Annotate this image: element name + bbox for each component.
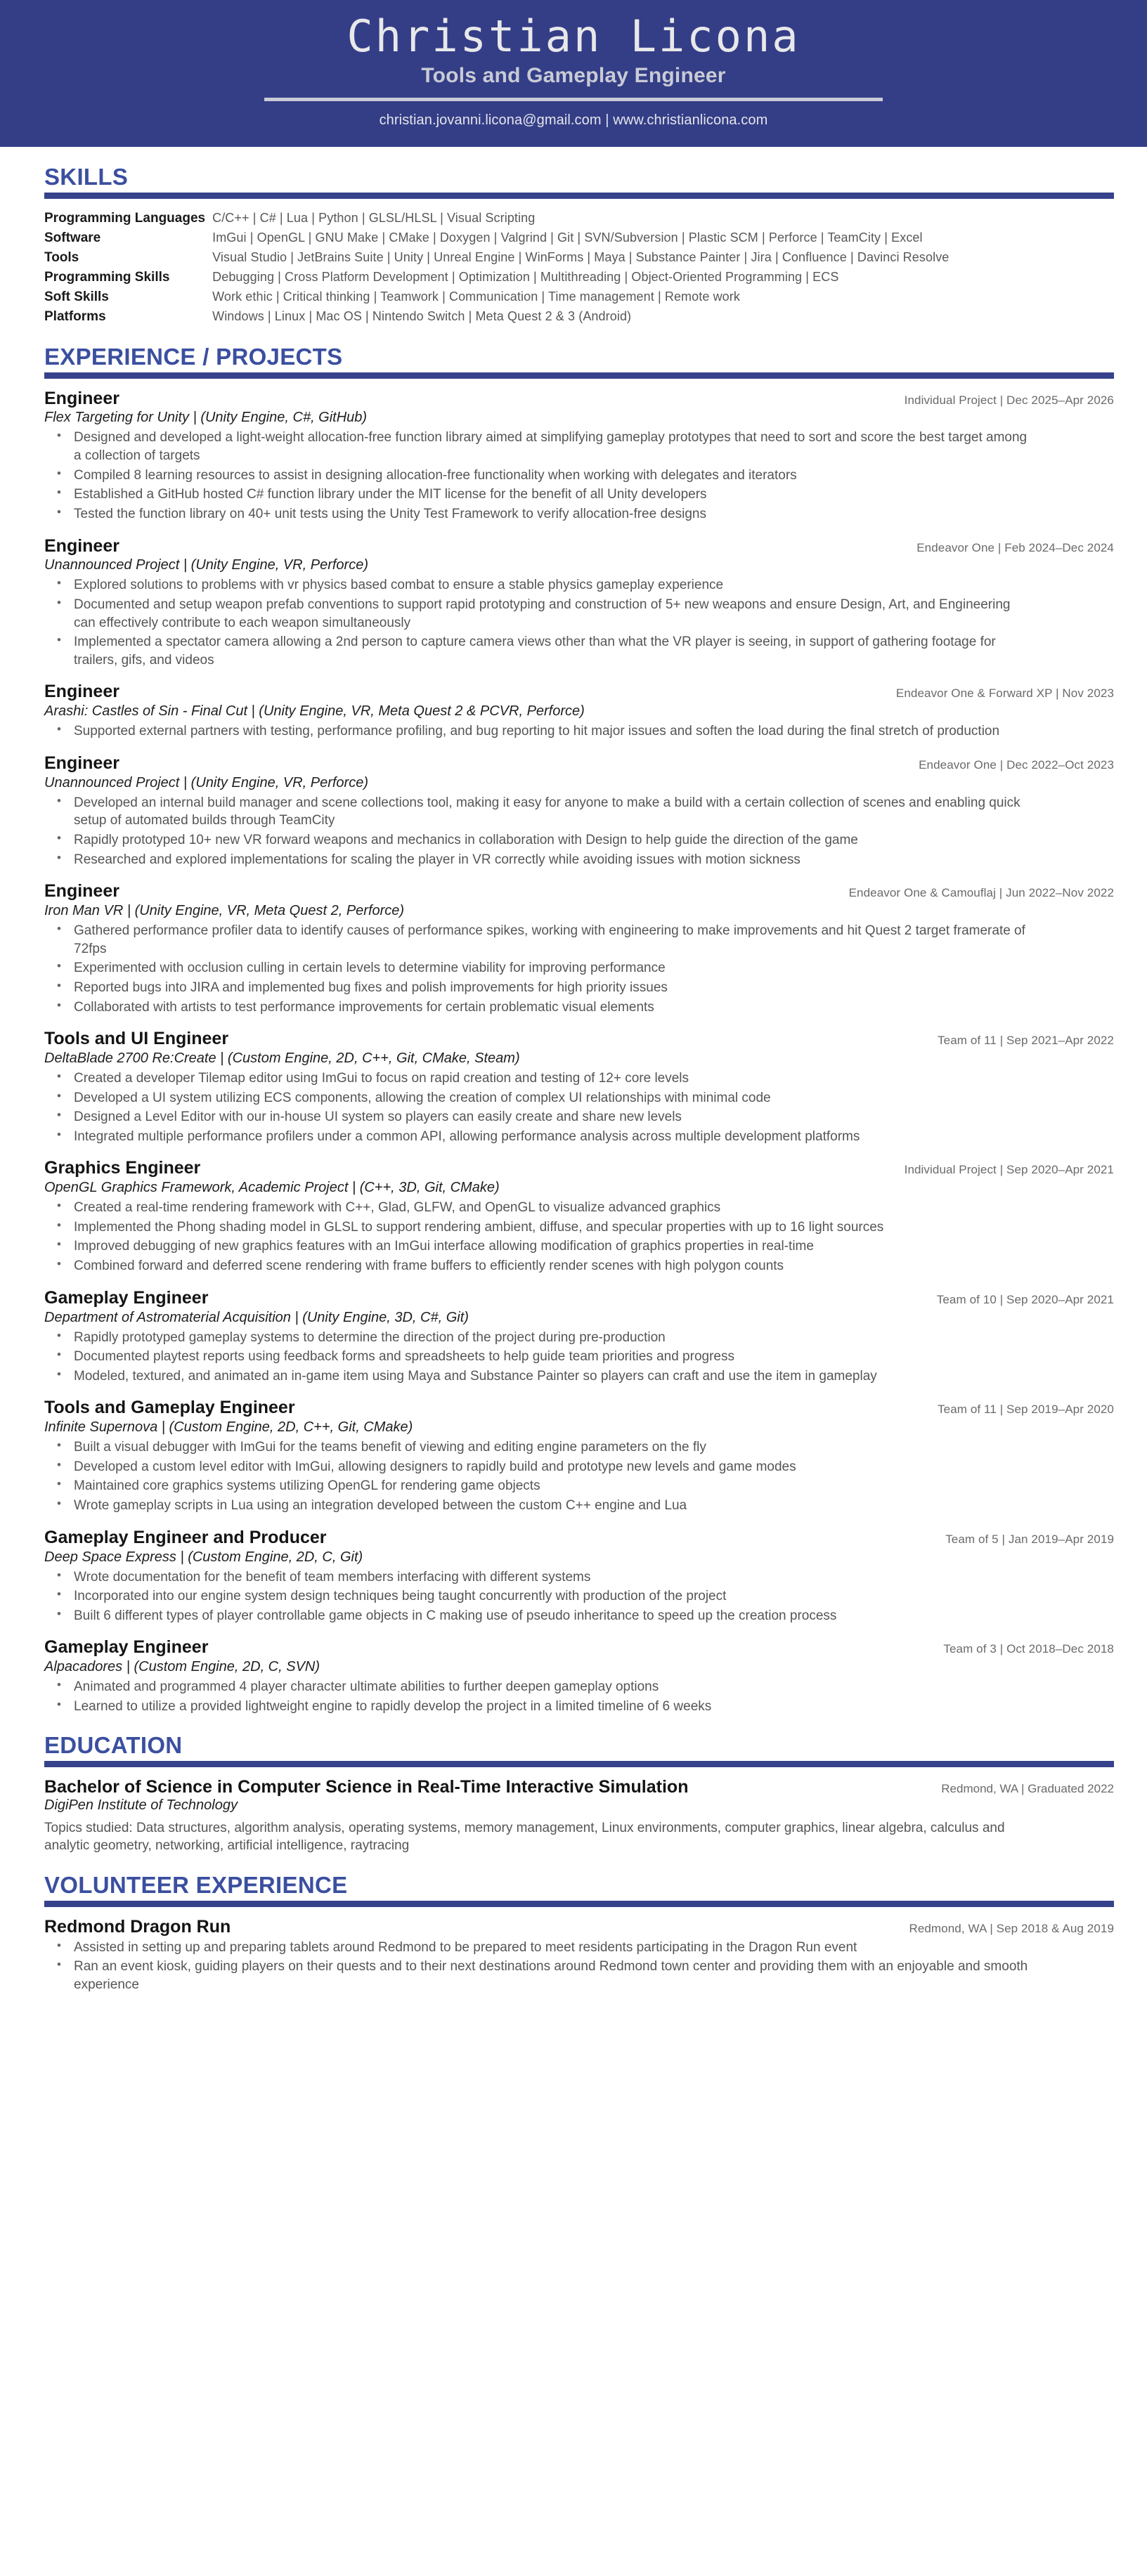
bottom-spacer [44, 2006, 1114, 2062]
skills-row-label: Programming Skills [44, 269, 170, 285]
bullet-item: • Designed and developed a light-weight allocation-free function library aimed at simplifying gameplay prototypes that need to sort and score the best target among a collection of targets [44, 429, 1028, 464]
skills-row-label: Tools [44, 249, 79, 265]
volunteer-section [44, 1873, 1114, 1993]
experience-entry-meta: Team of 3 | Oct 2018–Dec 2018 [943, 1642, 1114, 1656]
bullet-item: • Experimented with occlusion culling in certain levels to determine viability for improving performance [44, 959, 1028, 977]
skills-table [44, 209, 1114, 327]
bullet-item: • Developed a custom level editor with ImGui, allowing designers to rapidly build and prototype new levels and game modes [44, 1458, 1028, 1476]
experience-entry-subtitle: Iron Man VR | (Unity Engine, VR, Meta Quest 2, Perforce) [44, 902, 405, 918]
experience-entry-subtitle: Arashi: Castles of Sin - Final Cut | (Unity Engine, VR, Meta Quest 2 & PCVR, Perforce) [44, 703, 585, 720]
skills-table-body [44, 209, 1114, 327]
education-topics: Topics studied: Data structures, algorithm analysis, operating systems, memory management, Linux environments, computer graphics, linear algebra, calculus and analytic geometry, networking, artificial intelligence, raytracing [44, 1820, 1005, 1854]
bullet-item: • Built 6 different types of player controllable game objects in C making use of pseudo inheritance to speed up the creation process [44, 1607, 1028, 1625]
experience-entry-subtitle: Unannounced Project | (Unity Engine, VR, Perforce) [44, 774, 368, 791]
experience-section-bar [44, 372, 1114, 379]
skills-row-value: Work ethic | Critical thinking | Teamwork | Communication | Time management | Remote work [212, 289, 740, 304]
experience-entry-bullets [44, 1329, 1114, 1386]
experience-entry-bullets [44, 794, 1114, 869]
experience-entry-meta: Team of 11 | Sep 2021–Apr 2022 [938, 1034, 1114, 1048]
bullet-item: • Established a GitHub hosted C# function library under the MIT license for the benefit of all Unity developers [44, 486, 1028, 504]
education-entry-head [44, 1777, 1114, 1797]
bullet-item: • Created a developer Tilemap editor using ImGui to focus on rapid creation and testing of 12+ core levels [44, 1069, 1028, 1088]
experience-entry-bullets [44, 1069, 1114, 1146]
candidate-contact: christian.jovanni.licona@gmail.com | www.christianlicona.com [379, 112, 768, 129]
experience-entry-role: Engineer [44, 881, 119, 902]
experience-entry [44, 389, 1114, 523]
experience-entry-head [44, 389, 1114, 409]
experience-entry-head [44, 1917, 1114, 1937]
experience-entry [44, 1917, 1114, 1994]
experience-entry-meta: Team of 5 | Jan 2019–Apr 2019 [945, 1532, 1114, 1546]
volunteer-list [44, 1917, 1114, 1994]
experience-entry-role: Engineer [44, 753, 119, 773]
skills-section-title: SKILLS [44, 164, 129, 190]
experience-entry [44, 1398, 1114, 1514]
bullet-item: • Supported external partners with testing, performance profiling, and bug reporting to hit major issues and soften the load during the final stretch of production [44, 722, 1028, 741]
experience-entry-meta: Individual Project | Sep 2020–Apr 2021 [904, 1163, 1114, 1177]
skills-row-label: Platforms [44, 308, 106, 324]
skills-row-value: Windows | Linux | Mac OS | Nintendo Switch | Meta Quest 2 & 3 (Android) [212, 308, 632, 323]
experience-entry-bullets [44, 1568, 1114, 1625]
volunteer-entry-meta: Redmond, WA | Sep 2018 & Aug 2019 [909, 1921, 1114, 1935]
experience-entry [44, 1029, 1114, 1145]
skills-row [44, 228, 1114, 248]
skills-row-label: Programming Languages [44, 210, 206, 226]
experience-entry-subtitle: Flex Targeting for Unity | (Unity Engine, C#, GitHub) [44, 410, 368, 426]
experience-entry-head [44, 1398, 1114, 1418]
resume-body [0, 165, 1147, 2062]
bullet-item: • Explored solutions to problems with vr physics based combat to ensure a stable physics gameplay experience [44, 576, 1028, 594]
education-section-title: EDUCATION [44, 1732, 183, 1759]
bullet-item: • Rapidly prototyped 10+ new VR forward weapons and mechanics in collaboration with Design to help guide the direction of the game [44, 831, 1028, 850]
bullet-item: • Wrote gameplay scripts in Lua using an integration developed between the custom C++ engine and Lua [44, 1497, 1028, 1515]
experience-entry [44, 1288, 1114, 1386]
bullet-item: • Developed a UI system utilizing ECS components, allowing the creation of complex UI relationships with minimal code [44, 1089, 1028, 1107]
experience-entry-role: Tools and UI Engineer [44, 1029, 229, 1049]
experience-entry-meta: Endeavor One & Forward XP | Nov 2023 [895, 687, 1114, 701]
experience-entry-meta: Team of 11 | Sep 2019–Apr 2020 [938, 1403, 1114, 1417]
skills-section [44, 165, 1114, 327]
education-section [44, 1733, 1114, 1855]
experience-entry-subtitle: Department of Astromaterial Acquisition | (Unity Engine, 3D, C#, Git) [44, 1309, 469, 1325]
bullet-item: • Researched and explored implementations for scaling the player in VR correctly while avoiding issues with motion sickness [44, 851, 1028, 869]
skills-row [44, 248, 1114, 268]
skills-row-value: Visual Studio | JetBrains Suite | Unity | Unreal Engine | WinForms | Maya | Substance Painter | Jira | Confluence | Davinci Resolve [212, 249, 950, 264]
resume-header [0, 0, 1147, 147]
experience-entry-head [44, 536, 1114, 557]
experience-entry [44, 1528, 1114, 1625]
experience-entry-head [44, 1158, 1114, 1178]
education-section-bar [44, 1761, 1114, 1767]
bullet-item: • Designed a Level Editor with our in-house UI system so players can easily create and share new levels [44, 1108, 1028, 1126]
experience-entry-subtitle: Deep Space Express | (Custom Engine, 2D, C, Git) [44, 1549, 363, 1565]
education-meta: Redmond, WA | Graduated 2022 [941, 1782, 1114, 1796]
bullet-item: • Created a real-time rendering framework with C++, Glad, GLFW, and OpenGL to visualize advanced graphics [44, 1199, 1028, 1217]
volunteer-entry-role: Redmond Dragon Run [44, 1916, 231, 1937]
bullet-item: • Modeled, textured, and animated an in-game item using Maya and Substance Painter so players can craft and use the item in gameplay [44, 1367, 1028, 1386]
experience-entry-head [44, 682, 1114, 702]
experience-entry-subtitle: Alpacadores | (Custom Engine, 2D, C, SVN) [44, 1659, 320, 1675]
experience-entry-head [44, 881, 1114, 902]
candidate-name: Christian Licona [346, 11, 801, 62]
skills-row-label: Software [44, 230, 101, 245]
experience-entry-bullets [44, 1199, 1114, 1275]
bullet-item: • Learned to utilize a provided lightweight engine to rapidly develop the project in a limited timeline of 6 weeks [44, 1698, 1028, 1716]
bullet-item: • Assisted in setting up and preparing tablets around Redmond to be prepared to meet residents participating in the Dragon Run event [44, 1939, 1028, 1957]
skills-row [44, 268, 1114, 287]
experience-list [44, 389, 1114, 1716]
bullet-item: • Rapidly prototyped gameplay systems to determine the direction of the project during pre-production [44, 1329, 1028, 1347]
experience-entry-head [44, 1528, 1114, 1548]
experience-entry [44, 536, 1114, 670]
bullet-item: • Collaborated with artists to test performance improvements for certain problematic visual elements [44, 998, 1028, 1017]
volunteer-section-title: VOLUNTEER EXPERIENCE [44, 1872, 348, 1899]
experience-entry-bullets [44, 722, 1114, 741]
bullet-item: • Built a visual debugger with ImGui for the teams benefit of viewing and editing engine parameters on the fly [44, 1438, 1028, 1457]
bullet-item: • Wrote documentation for the benefit of team members interfacing with different systems [44, 1568, 1028, 1587]
experience-entry-role: Gameplay Engineer and Producer [44, 1527, 327, 1547]
candidate-title: Tools and Gameplay Engineer [421, 64, 726, 88]
experience-entry-subtitle: Infinite Supernova | (Custom Engine, 2D, C++, Git, CMake) [44, 1419, 413, 1436]
bullet-item: • Implemented the Phong shading model in GLSL to support rendering ambient, diffuse, and specular properties with up to 16 light sources [44, 1218, 1028, 1237]
experience-entry [44, 1158, 1114, 1275]
experience-entry-bullets [44, 429, 1114, 523]
bullet-item: • Tested the function library on 40+ unit tests using the Unity Test Framework to verify allocation-free designs [44, 505, 1028, 523]
experience-entry-head [44, 1029, 1114, 1049]
experience-entry-meta: Individual Project | Dec 2025–Apr 2026 [904, 393, 1114, 407]
experience-entry-role: Engineer [44, 682, 119, 702]
experience-section [44, 345, 1114, 1716]
skills-row-label: Soft Skills [44, 289, 109, 304]
experience-entry-role: Gameplay Engineer [44, 1287, 209, 1308]
skills-row-value: C/C++ | C# | Lua | Python | GLSL/HLSL | Visual Scripting [212, 210, 536, 225]
experience-entry-bullets [44, 576, 1114, 669]
bullet-item: • Improved debugging of new graphics features with an ImGui interface allowing modification of graphics properties in real-time [44, 1237, 1028, 1256]
experience-entry [44, 753, 1114, 869]
experience-entry-bullets [44, 922, 1114, 1016]
experience-entry-bullets [44, 1939, 1114, 1994]
experience-entry-head [44, 753, 1114, 774]
experience-entry-role: Engineer [44, 388, 119, 408]
experience-entry-meta: Endeavor One | Dec 2022–Oct 2023 [919, 757, 1114, 772]
bullet-item: • Incorporated into our engine system design techniques being taught concurrently with production of the project [44, 1587, 1028, 1606]
experience-entry [44, 682, 1114, 740]
experience-entry-role: Engineer [44, 535, 119, 556]
bullet-item: • Developed an internal build manager and scene collections tool, making it easy for anyone to make a build with a certain collection of scenes and enabling quick setup of automated builds through TeamCity [44, 794, 1028, 830]
experience-entry-bullets [44, 1438, 1114, 1515]
bullet-item: • Compiled 8 learning resources to assist in designing allocation-free functionality when working with delegates and iterators [44, 467, 1028, 485]
bullet-item: • Integrated multiple performance profilers under a common API, allowing performance analysis across multiple development platforms [44, 1128, 1028, 1146]
experience-entry-subtitle: OpenGL Graphics Framework, Academic Project | (C++, 3D, Git, CMake) [44, 1180, 500, 1196]
experience-entry-role: Gameplay Engineer [44, 1637, 209, 1658]
skills-row-value: ImGui | OpenGL | GNU Make | CMake | Doxygen | Valgrind | Git | SVN/Subversion | Plastic SCM | Perforce | TeamCity | Excel [212, 230, 923, 245]
header-divider [264, 98, 883, 101]
experience-entry [44, 881, 1114, 1016]
experience-entry-subtitle: DeltaBlade 2700 Re:Create | (Custom Engine, 2D, C++, Git, CMake, Steam) [44, 1050, 520, 1066]
bullet-item: • Maintained core graphics systems utilizing OpenGL for rendering game objects [44, 1477, 1028, 1495]
experience-entry-head [44, 1637, 1114, 1658]
bullet-item: • Gathered performance profiler data to identify causes of performance spikes, working with engineering to make improvements and hit Quest 2 target framerate of 72fps [44, 922, 1028, 958]
experience-entry-head [44, 1288, 1114, 1308]
experience-section-title: EXPERIENCE / PROJECTS [44, 343, 343, 370]
bullet-item: • Implemented a spectator camera allowing a 2nd person to capture camera views other than what the VR player is seeing, in support of gathering footage for trailers, gifs, and videos [44, 633, 1028, 669]
education-entry [44, 1777, 1114, 1855]
education-school: DigiPen Institute of Technology [44, 1797, 238, 1813]
experience-entry-meta: Endeavor One | Feb 2024–Dec 2024 [916, 540, 1114, 554]
skills-row-value: Debugging | Cross Platform Development | Optimization | Multithreading | Object-Oriented Programming | ECS [212, 269, 839, 284]
experience-entry-role: Tools and Gameplay Engineer [44, 1398, 295, 1418]
skills-row [44, 209, 1114, 228]
experience-entry-meta: Team of 10 | Sep 2020–Apr 2021 [936, 1292, 1114, 1306]
experience-entry-meta: Endeavor One & Camouflaj | Jun 2022–Nov 2022 [848, 886, 1114, 900]
bullet-item: • Documented and setup weapon prefab conventions to support rapid prototyping and construction of 5+ new weapons and ensure Design, Art, and Engineering can effectively contribute to each weapon simultaneously [44, 596, 1028, 632]
experience-entry-bullets [44, 1678, 1114, 1715]
bullet-item: • Animated and programmed 4 player character ultimate abilities to further deepen gameplay options [44, 1678, 1028, 1696]
bullet-item: • Documented playtest reports using feedback forms and spreadsheets to help guide team priorities and progress [44, 1348, 1028, 1366]
bullet-item: • Ran an event kiosk, guiding players on their quests and to their next destinations around Redmond town center and providing them with an enjoyable and smooth experience [44, 1958, 1028, 1993]
education-degree: Bachelor of Science in Computer Science in Real-Time Interactive Simulation [44, 1777, 689, 1797]
experience-entry [44, 1637, 1114, 1715]
volunteer-section-bar [44, 1901, 1114, 1907]
experience-entry-subtitle: Unannounced Project | (Unity Engine, VR, Perforce) [44, 557, 368, 573]
bullet-item: • Reported bugs into JIRA and implemented bug fixes and polish improvements for high priority issues [44, 979, 1028, 997]
bullet-item: • Combined forward and deferred scene rendering with frame buffers to efficiently render scenes with high polygon counts [44, 1257, 1028, 1275]
skills-row [44, 287, 1114, 307]
skills-row [44, 307, 1114, 327]
skills-section-bar [44, 193, 1114, 199]
experience-entry-role: Graphics Engineer [44, 1158, 201, 1178]
